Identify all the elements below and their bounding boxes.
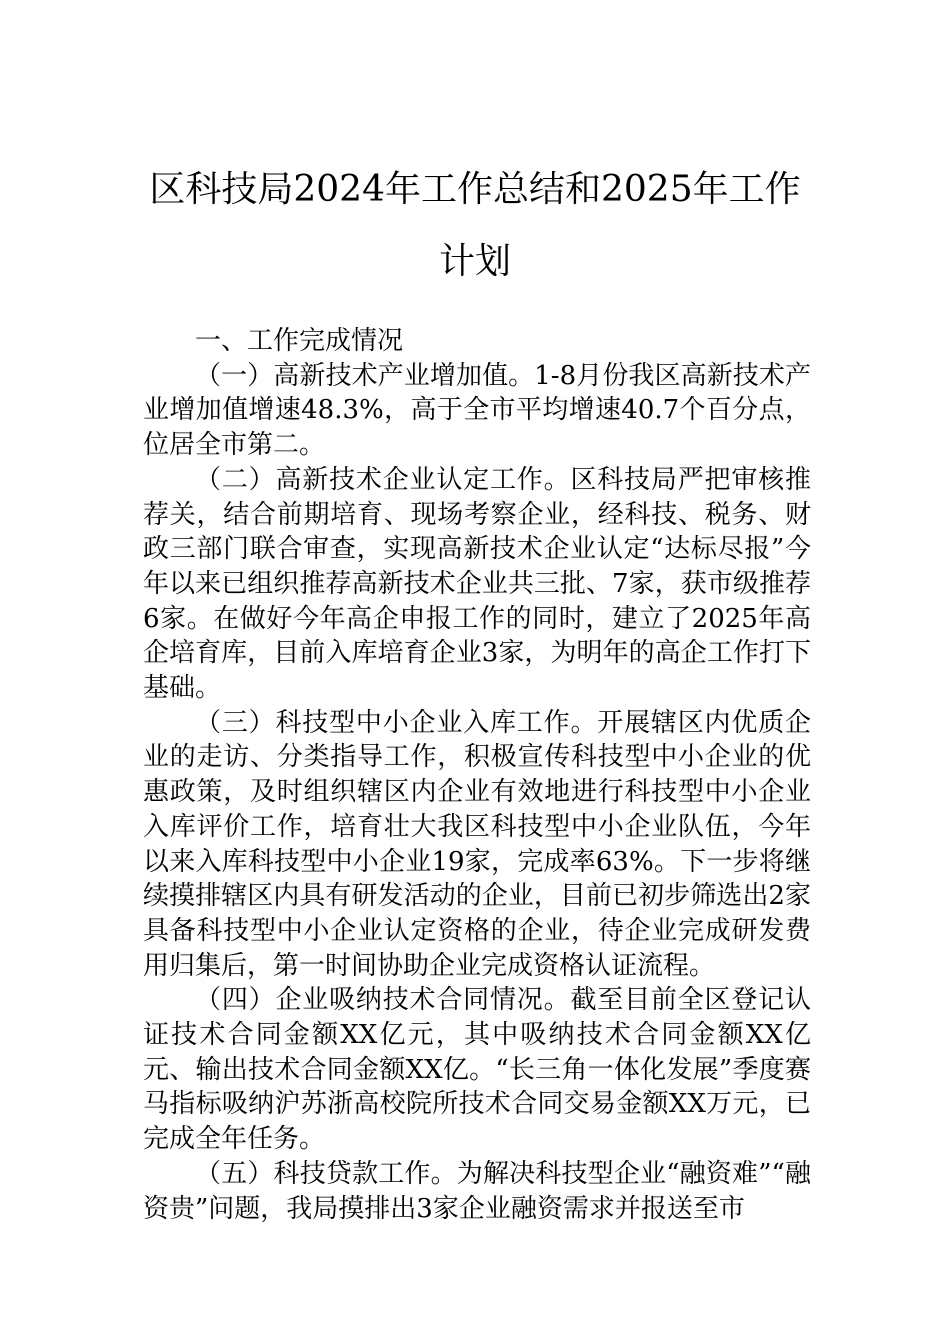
paragraph-1: （一）高新技术产业增加值。1-8月份我区高新技术产业增加值增速48.3%，高于全市平均增速40.7个百分点，位居全市第二。 <box>143 360 811 461</box>
document-title: 区科技局2024年工作总结和2025年工作计划 <box>149 169 801 282</box>
document-body <box>143 324 811 1226</box>
section-heading: 一、工作完成情况 <box>195 326 404 356</box>
paragraph-2: （二）高新技术企业认定工作。区科技局严把审核推荐关，结合前期培育、现场考察企业，经科技、税务、财政三部门联合审查，实现高新技术企业认定“达标尽报”今年以来已组织推荐高新技术企业共三批、7家，获市级推荐6家。在做好今年高企申报工作的同时，建立了2025年高企培育库，目前入库培育企业3家，为明年的高企工作打下基础。 <box>143 464 811 704</box>
paragraph-5: （五）科技贷款工作。为解决科技型企业“融资难”“融资贵”问题，我局摸排出3家企业融资需求并报送至市 <box>143 1158 811 1224</box>
paragraph-4: （四）企业吸纳技术合同情况。截至目前全区登记认证技术合同金额XX亿元，其中吸纳技术合同金额XX亿元、输出技术合同金额XX亿。“长三角一体化发展”季度赛马指标吸纳沪苏浙高校院所技术合同交易金额XX万元，已完成全年任务。 <box>143 985 811 1155</box>
paragraph-3: （三）科技型中小企业入库工作。开展辖区内优质企业的走访、分类指导工作，积极宣传科技型中小企业的优惠政策，及时组织辖区内企业有效地进行科技型中小企业入库评价工作，培育壮大我区科技型中小企业队伍，今年以来入库科技型中小企业19家，完成率63%。下一步将继续摸排辖区内具有研发活动的企业，目前已初步筛选出2家具备科技型中小企业认定资格的企业，待企业完成研发费用归集后，第一时间协助企业完成资格认证流程。 <box>143 707 811 981</box>
